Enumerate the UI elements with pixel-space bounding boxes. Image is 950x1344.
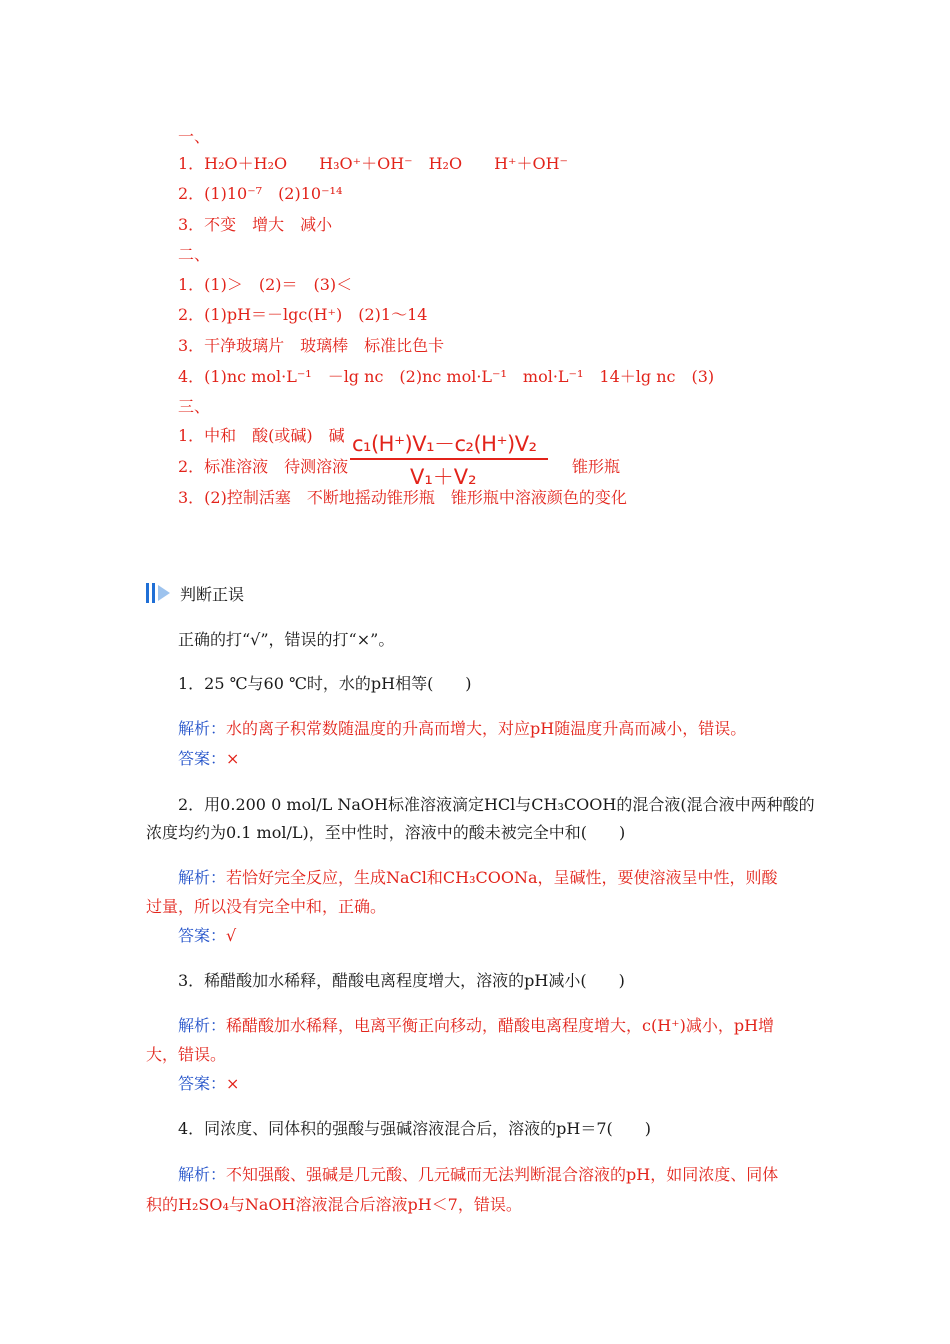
answer-line-1-2: 2．(1)10⁻⁷ (2)10⁻¹⁴	[178, 184, 343, 203]
explain-text: 水的离子积常数随温度的升高而增大，对应pH随温度升高而减小，错误。	[226, 719, 747, 738]
question-3-explanation-line-2: 大，错误。	[146, 1045, 227, 1064]
mixed-concentration-formula	[348, 426, 552, 488]
question-4-explanation-line-2: 积的H₂SO₄与NaOH溶液混合后溶液pH＜7，错误。	[146, 1195, 522, 1214]
question-2-explanation-line-2: 过量，所以没有完全中和，正确。	[146, 897, 387, 916]
question-2-explanation	[178, 865, 778, 888]
question-2-answer	[178, 923, 236, 946]
answer-line-2-1: 1．(1)＞ (2)＝ (3)＜	[178, 275, 353, 294]
explain-text: 若恰好完全反应，生成NaCl和CH₃COONa，呈碱性，要使溶液呈中性，则酸	[226, 868, 778, 887]
formula-fraction-bar	[350, 458, 548, 460]
question-1-stem: 1．25 ℃与60 ℃时，水的pH相等( )	[178, 674, 472, 693]
answer-line-1-1: 1．H₂O＋H₂O H₃O⁺＋OH⁻ H₂O H⁺＋OH⁻	[178, 154, 568, 173]
answer-label: 答案：	[178, 926, 227, 945]
question-3-answer	[178, 1071, 239, 1094]
answer-value: ×	[226, 1074, 240, 1093]
question-3-stem: 3．稀醋酸加水稀释，醋酸电离程度增大，溶液的pH减小( )	[178, 971, 625, 990]
explain-text: 稀醋酸加水稀释，电离平衡正向移动，醋酸电离程度增大，c(H⁺)减小，pH增	[226, 1016, 775, 1035]
section-title: 判断正误	[180, 585, 245, 604]
answer-label: 答案：	[178, 1074, 227, 1093]
answer-line-3-2a: 2．标准溶液 待测溶液	[178, 457, 349, 476]
question-4-explanation	[178, 1162, 778, 1185]
heading-part-2: 二、	[178, 245, 211, 264]
answer-line-3-2b: 锥形瓶	[572, 457, 621, 476]
answer-value: ×	[226, 749, 240, 768]
explain-label: 解析：	[178, 868, 227, 887]
answer-line-3-3: 3．(2)控制活塞 不断地摇动锥形瓶 锥形瓶中溶液颜色的变化	[178, 488, 627, 507]
formula-denominator: V₁＋V₂	[410, 465, 477, 489]
answer-line-1-3: 3．不变 增大 减小	[178, 215, 333, 234]
answer-line-3-1: 1．中和 酸(或碱) 碱	[178, 426, 345, 445]
explain-label: 解析：	[178, 719, 227, 738]
question-4-stem: 4．同浓度、同体积的强酸与强碱溶液混合后，溶液的pH＝7( )	[178, 1119, 652, 1138]
heading-part-3: 三、	[178, 397, 211, 416]
answer-line-2-4: 4．(1)nc mol·L⁻¹ －lg nc (2)nc mol·L⁻¹ mol·L⁻¹ 14＋lg nc (3)	[178, 367, 715, 386]
answer-label: 答案：	[178, 749, 227, 768]
answer-line-2-3: 3．干净玻璃片 玻璃棒 标准比色卡	[178, 336, 445, 355]
explain-label: 解析：	[178, 1165, 227, 1184]
section-marker-icon	[146, 582, 174, 604]
answer-value: √	[226, 926, 237, 945]
question-2-stem-line-1: 2．用0.200 0 mol/L NaOH标准溶液滴定HCl与CH₃COOH的混合液(混合液中两种酸的	[178, 795, 815, 814]
question-1-explanation	[178, 716, 746, 739]
answer-line-2-2: 2．(1)pH＝－lgc(H⁺) (2)1～14	[178, 305, 428, 324]
instructions: 正确的打“√”，错误的打“×”。	[178, 630, 395, 649]
explain-text: 不知强酸、强碱是几元酸、几元碱而无法判断混合溶液的pH，如同浓度、同体	[226, 1165, 779, 1184]
formula-numerator: c₁(H⁺)V₁－c₂(H⁺)V₂	[352, 432, 537, 456]
question-3-explanation	[178, 1013, 774, 1036]
question-1-answer	[178, 746, 239, 769]
explain-label: 解析：	[178, 1016, 227, 1035]
question-2-stem-line-2: 浓度均约为0.1 mol/L)，至中性时，溶液中的酸未被完全中和( )	[146, 823, 626, 842]
heading-part-1: 一、	[178, 127, 211, 146]
